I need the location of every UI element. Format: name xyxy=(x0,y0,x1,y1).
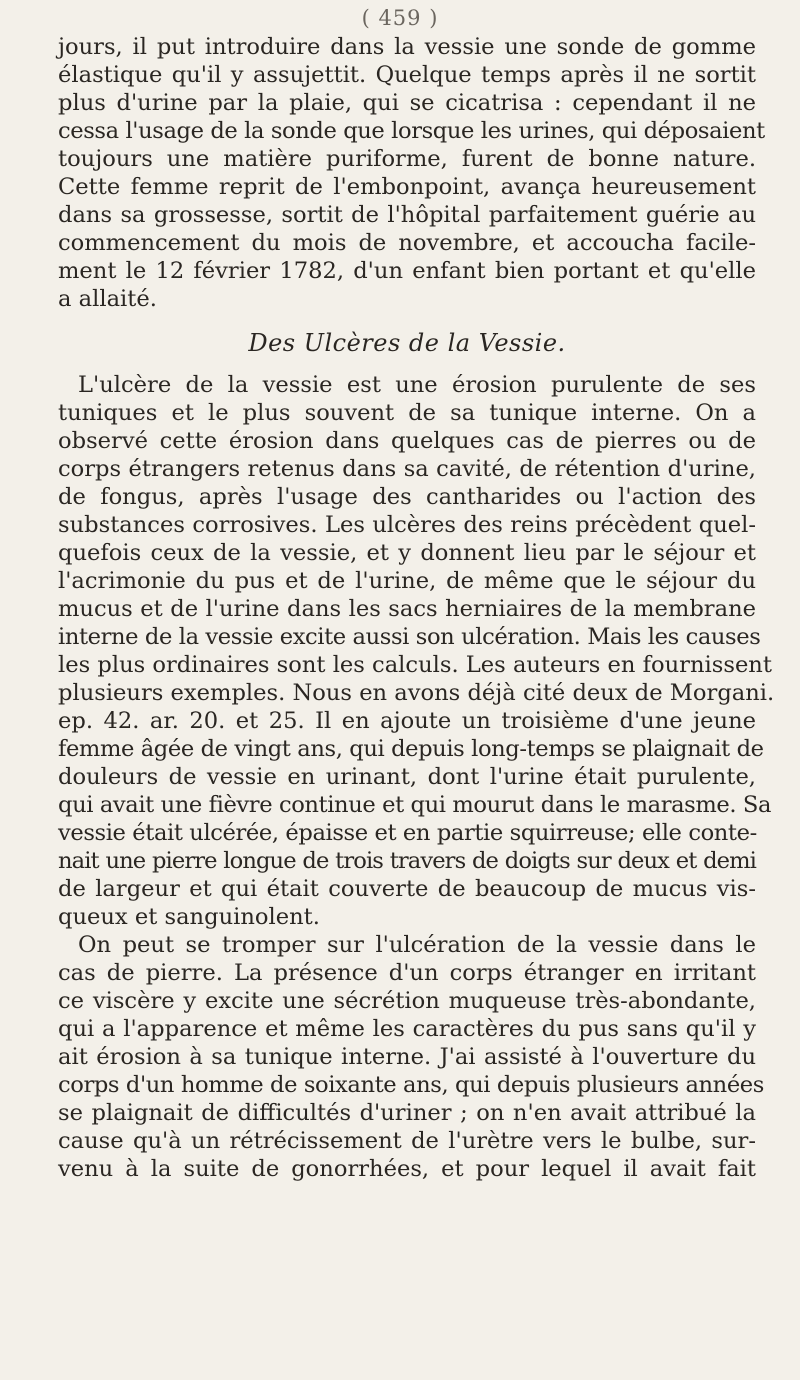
text-line: vessie était ulcérée, épaisse et en partie squirreuse; elle conte- xyxy=(58,820,757,846)
text-line: cas de pierre. La présence d'un corps étranger en irritant xyxy=(58,960,756,986)
text-line: ment le 12 février 1782, d'un enfant bien portant et qu'elle xyxy=(58,258,756,284)
text-line: qui a l'apparence et même les caractères du pus sans qu'il y xyxy=(58,1016,756,1042)
text-line: plus d'urine par la plaie, qui se cicatrisa : cependant il ne xyxy=(58,90,756,116)
text-line: cessa l'usage de la sonde que lorsque les urines, qui déposaient xyxy=(58,118,765,144)
page-body xyxy=(58,33,775,1183)
text-line: Cette femme reprit de l'embonpoint, avança heureusement xyxy=(58,174,756,200)
text-line: queux et sanguinolent. xyxy=(58,904,320,930)
text-line: de fongus, après l'usage des cantharides ou l'action des xyxy=(58,484,756,510)
paragraph-diagnosis-error xyxy=(58,931,764,1183)
text-line: L'ulcère de la vessie est une érosion purulente de ses xyxy=(78,372,756,398)
text-line: l'acrimonie du pus et de l'urine, de même que le séjour du xyxy=(58,568,756,594)
text-line: commencement du mois de novembre, et accoucha facile- xyxy=(58,230,756,256)
text-line: plusieurs exemples. Nous en avons déjà cité deux de Morgani. xyxy=(58,680,775,706)
page-number: ( 459 ) xyxy=(361,6,439,30)
text-line: jours, il put introduire dans la vessie une sonde de gomme xyxy=(58,34,756,60)
text-line: interne de la vessie excite aussi son ulcération. Mais les causes xyxy=(58,624,761,650)
text-line: a allaité. xyxy=(58,286,157,312)
text-line: mucus et de l'urine dans les sacs herniaires de la membrane xyxy=(58,596,756,622)
text-line: observé cette érosion dans quelques cas de pierres ou de xyxy=(58,428,756,454)
paragraph-case-conclusion xyxy=(58,33,765,313)
text-line: ait érosion à sa tunique interne. J'ai assisté à l'ouverture du xyxy=(58,1044,756,1070)
section-heading: Des Ulcères de la Vessie. xyxy=(248,329,566,357)
text-line: dans sa grossesse, sortit de l'hôpital parfaitement guérie au xyxy=(58,202,756,228)
text-line: corps d'un homme de soixante ans, qui depuis plusieurs années xyxy=(58,1072,764,1098)
text-line: substances corrosives. Les ulcères des reins précèdent quel- xyxy=(58,512,756,538)
text-line: femme âgée de vingt ans, qui depuis long-temps se plaignait de xyxy=(58,736,764,762)
text-line: les plus ordinaires sont les calculs. Les auteurs en fournissent xyxy=(58,652,772,678)
text-line: douleurs de vessie en urinant, dont l'urine était purulente, xyxy=(58,764,756,790)
text-line: de largeur et qui était couverte de beaucoup de mucus vis- xyxy=(58,876,756,902)
text-line: ep. 42. ar. 20. et 25. Il en ajoute un troisième d'une jeune xyxy=(58,708,756,734)
text-line: nait une pierre longue de trois travers de doigts sur deux et demi xyxy=(58,848,756,874)
text-line: corps étrangers retenus dans sa cavité, de rétention d'urine, xyxy=(58,456,756,482)
text-line: cause qu'à un rétrécissement de l'urètre vers le bulbe, sur- xyxy=(58,1128,756,1154)
paragraph-ulcer-definition xyxy=(58,371,775,931)
text-line: On peut se tromper sur l'ulcération de la vessie dans le xyxy=(78,932,756,958)
text-line: élastique qu'il y assujettit. Quelque temps après il ne sortit xyxy=(58,62,756,88)
text-line: qui avait une fièvre continue et qui mourut dans le marasme. Sa xyxy=(58,792,772,818)
text-line: tuniques et le plus souvent de sa tunique interne. On a xyxy=(58,400,756,426)
text-line: quefois ceux de la vessie, et y donnent lieu par le séjour et xyxy=(58,540,756,566)
text-line: venu à la suite de gonorrhées, et pour lequel il avait fait xyxy=(58,1156,756,1182)
text-line: toujours une matière puriforme, furent de bonne nature. xyxy=(58,146,756,172)
text-line: ce viscère y excite une sécrétion muqueuse très-abondante, xyxy=(58,988,756,1014)
text-line: se plaignait de difficultés d'uriner ; on n'en avait attribué la xyxy=(58,1100,756,1126)
